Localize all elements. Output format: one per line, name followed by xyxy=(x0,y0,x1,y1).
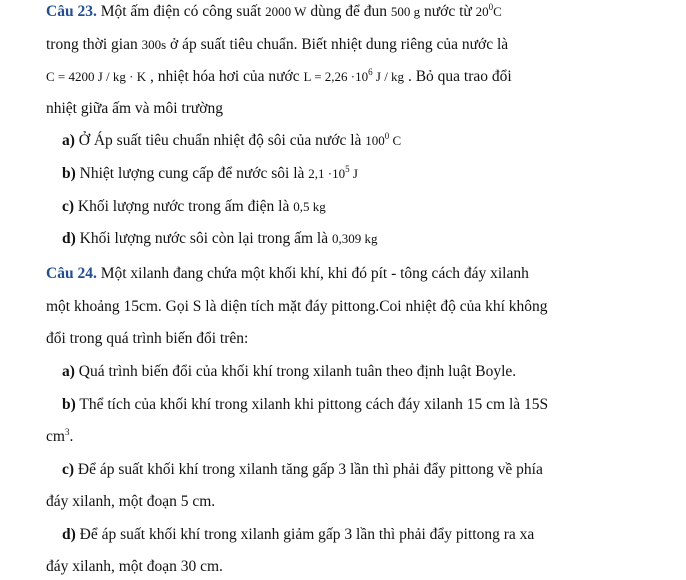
q24-option-a xyxy=(62,362,516,382)
q23-latent-heat: L = 2,26 ·10 xyxy=(303,69,369,84)
option-label: c) xyxy=(62,461,75,478)
q24-option-b-cont xyxy=(46,427,73,448)
q23-specific-heat: C = 4200 J / kg · K xyxy=(46,69,147,84)
q24-option-d-cont: đáy xilanh, một đoạn 30 cm. xyxy=(46,558,223,575)
q23-line-4: nhiệt giữa ấm và môi trường xyxy=(46,100,223,117)
q23-text: nước từ xyxy=(420,3,476,20)
option-exp: 5 xyxy=(345,164,350,174)
q23-option-b xyxy=(62,164,358,185)
option-value: 0,309 kg xyxy=(331,231,378,246)
option-text: Khối lượng nước sôi còn lại trong ấm là xyxy=(75,230,332,247)
q23-time: 300s xyxy=(141,37,167,52)
option-exp: 3 xyxy=(64,427,70,437)
option-value: 0,5 kg xyxy=(293,199,326,214)
option-text: Ở Áp suất tiêu chuẩn nhiệt độ sôi của nước là xyxy=(74,132,366,149)
option-label: c) xyxy=(62,198,75,215)
option-text: Quá trình biến đổi của khối khí trong xilanh tuân theo định luật Boyle. xyxy=(74,363,517,380)
q24-line-2: một khoảng 15cm. Gọi S là diện tích mặt đáy pittong.Coi nhiệt độ của khí không xyxy=(46,298,548,315)
q23-line-2 xyxy=(46,35,508,55)
option-text: Khối lượng nước trong ấm điện là xyxy=(74,198,294,215)
option-unit: C xyxy=(389,133,402,148)
q23-power: 2000 W xyxy=(265,4,307,19)
option-value: 2,1 ·10 xyxy=(308,166,346,181)
q24-option-d xyxy=(62,525,534,545)
q23-option-a: a) Ở Áp suất tiêu chuẩn nhiệt độ sôi của nước là $100^0$ C xyxy=(62,131,402,149)
q24-line-1 xyxy=(46,264,529,284)
option-value: 100 xyxy=(365,133,385,148)
option-label: d) xyxy=(62,526,76,543)
option-text: Để áp suất khối khí trong xilanh giảm gấp 3 lần thì phải đẩy pittong ra xa xyxy=(75,526,535,543)
q23-text: . Bỏ qua trao đổi xyxy=(404,68,512,85)
option-label: a) xyxy=(62,132,75,149)
q24-number: Câu 24. xyxy=(46,265,97,282)
q23-number: Câu 23. xyxy=(46,3,97,20)
option-text: Nhiệt lượng cung cấp để nước sôi là xyxy=(75,165,309,182)
q23-temp: 20 xyxy=(475,4,489,19)
q23-text: ở áp suất tiêu chuẩn. Biết nhiệt dung riêng của nước là xyxy=(166,36,509,53)
q24-text: Một xilanh đang chứa một khối khí, khi đó pít - tông cách đáy xilanh xyxy=(96,265,529,282)
option-unit: J xyxy=(349,166,358,181)
q23-text: Một ấm điện có công suất xyxy=(96,3,266,20)
q24-option-c xyxy=(62,460,543,480)
option-text: . xyxy=(69,428,74,445)
option-label: b) xyxy=(62,396,76,413)
q24-line-3: đổi trong quá trình biến đổi trên: xyxy=(46,330,249,347)
q23-text: dùng để đun xyxy=(306,3,391,20)
option-label: d) xyxy=(62,230,76,247)
option-label: a) xyxy=(62,363,75,380)
q23-option-d xyxy=(62,229,377,249)
q23-latent-unit: J / kg xyxy=(372,69,405,84)
q23-temp-unit: C xyxy=(493,4,502,19)
q23-mass: 500 g xyxy=(390,4,421,19)
q23-line-3 xyxy=(46,67,512,88)
q23-option-c xyxy=(62,197,326,217)
option-text: Thể tích của khối khí trong xilanh khi pittong cách đáy xilanh 15 cm là 15S xyxy=(75,396,549,413)
option-unit: cm xyxy=(46,428,65,445)
q23-latent-exp: 6 xyxy=(368,67,373,77)
q24-option-b xyxy=(62,395,548,415)
option-text: Để áp suất khối khí trong xilanh tăng gấp 3 lần thì phải đẩy pittong về phía xyxy=(74,461,543,478)
q23-text: , nhiệt hóa hơi của nước xyxy=(146,68,304,85)
q24-option-c-cont: đáy xilanh, một đoạn 5 cm. xyxy=(46,493,216,510)
q23-line-1: Câu 23. Một ấm điện có công suất 2000 W dùng để đun 500 g nước từ $20^0C$ xyxy=(46,2,502,20)
option-label: b) xyxy=(62,165,76,182)
q23-text: trong thời gian xyxy=(46,36,142,53)
